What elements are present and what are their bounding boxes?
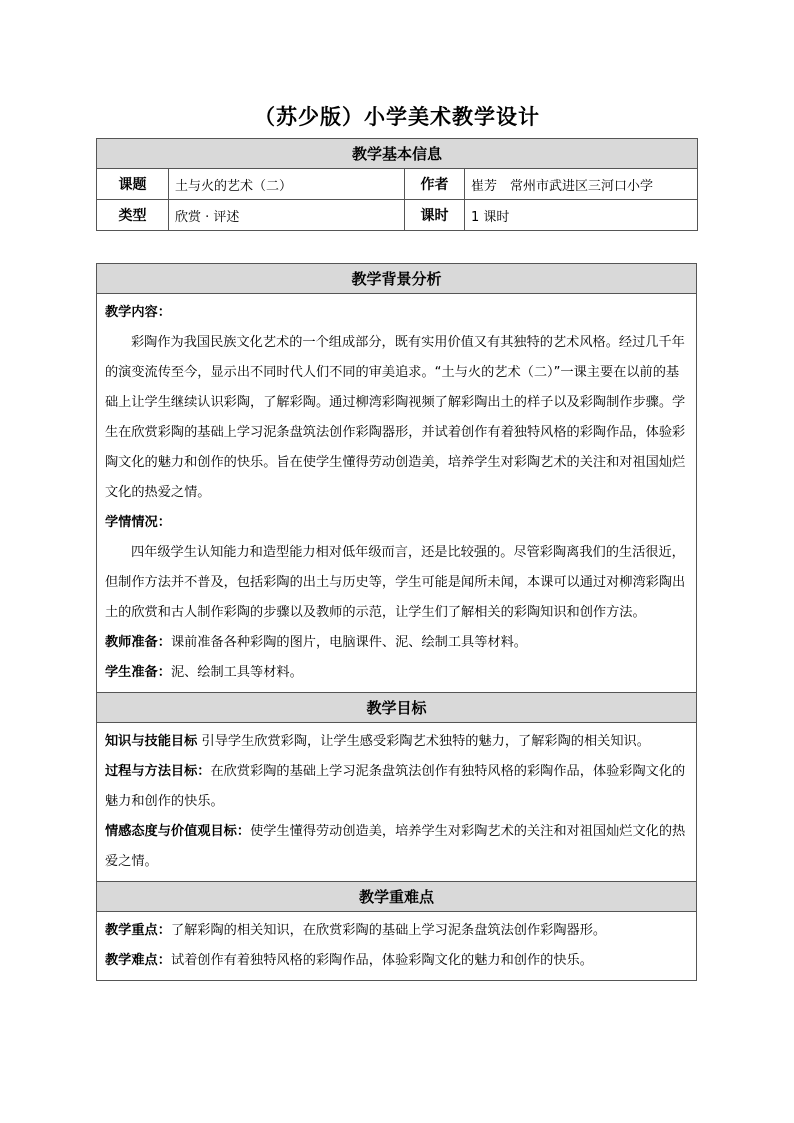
basic-info-header: 教学基本信息 xyxy=(97,139,698,169)
difficulty-text: 试着创作有着独特风格的彩陶作品，体验彩陶文化的魅力和创作的快乐。 xyxy=(170,953,593,968)
focus-text: 了解彩陶的相关知识，在欣赏彩陶的基础上学习泥条盘筑法创作彩陶器形。 xyxy=(170,923,607,938)
situation-paragraph: 四年级学生认知能力和造型能力相对低年级而言，还是比较强的。尽管彩陶离我们的生活很近，但制作方法并不普及，包括彩陶的出土与历史等，学生可能是闻所未闻，本课可以通过对柳湾彩陶出土的欣赏和古人制作彩陶的步骤以及教师的示范，让学生们了解相关的彩陶知识和创作方法。 xyxy=(105,545,686,620)
emotion-text: 使学生懂得劳动创造美，培养学生对彩陶艺术的关注和对祖国灿烂文化的热爱之情。 xyxy=(105,824,686,869)
key-points-section xyxy=(97,912,697,981)
teacher-prep-text: 课前准备各种彩陶的图片，电脑课件、泥、绘制工具等材料。 xyxy=(170,635,527,650)
difficulty-label: 教学难点： xyxy=(105,953,171,968)
hours-value: 1 课时 xyxy=(465,200,698,231)
topic-value: 土与火的艺术（二） xyxy=(169,169,405,200)
type-value: 欣赏 · 评述 xyxy=(169,200,405,231)
author-label: 作者 xyxy=(405,169,465,200)
objectives-header: 教学目标 xyxy=(97,693,697,723)
basic-info-table xyxy=(96,138,698,231)
hours-label: 课时 xyxy=(405,200,465,231)
focus-label: 教学重点： xyxy=(105,923,171,938)
analysis-table xyxy=(96,263,697,981)
objectives-section xyxy=(97,723,697,882)
content-heading: 教学内容： xyxy=(105,305,171,320)
knowledge-label: 知识与技能目标 xyxy=(105,734,198,749)
key-points-header: 教学重难点 xyxy=(97,882,697,912)
process-text: 在欣赏彩陶的基础上学习泥条盘筑法创作有独特风格的彩陶作品，体验彩陶文化的魅力和创作的快乐。 xyxy=(105,764,686,809)
student-prep-text: 泥、绘制工具等材料。 xyxy=(170,665,303,680)
author-value: 崔芳 常州市武进区三河口小学 xyxy=(465,169,698,200)
topic-label: 课题 xyxy=(97,169,169,200)
content-paragraph: 彩陶作为我国民族文化艺术的一个组成部分，既有实用价值又有其独特的艺术风格。经过几千年的演变流传至今，显示出不同时代人们不同的审美追求。“土与火的艺术（二）”一课主要在以前的基础上让学生继续认识彩陶，了解彩陶。通过柳湾彩陶视频了解彩陶出土的样子以及彩陶制作步骤。学生在欣赏彩陶的基础上学习泥条盘筑法创作彩陶器形，并试着创作有着独特风格的彩陶作品，体验彩陶文化的魅力和创作的快乐。旨在使学生懂得劳动创造美，培养学生对彩陶艺术的关注和对祖国灿烂文化的热爱之情。 xyxy=(105,335,686,500)
teacher-prep-label: 教师准备： xyxy=(105,635,171,650)
document-title: （苏少版）小学美术教学设计 xyxy=(254,105,540,129)
emotion-label: 情感态度与价值观目标： xyxy=(105,824,251,839)
student-prep-label: 学生准备： xyxy=(105,665,171,680)
background-section xyxy=(97,294,697,693)
knowledge-text: 引导学生欣赏彩陶，让学生感受彩陶艺术独特的魅力，了解彩陶的相关知识。 xyxy=(197,734,650,749)
type-label: 类型 xyxy=(97,200,169,231)
situation-heading: 学情情况： xyxy=(105,515,171,530)
process-label: 过程与方法目标： xyxy=(105,764,211,779)
background-header: 教学背景分析 xyxy=(97,264,697,294)
